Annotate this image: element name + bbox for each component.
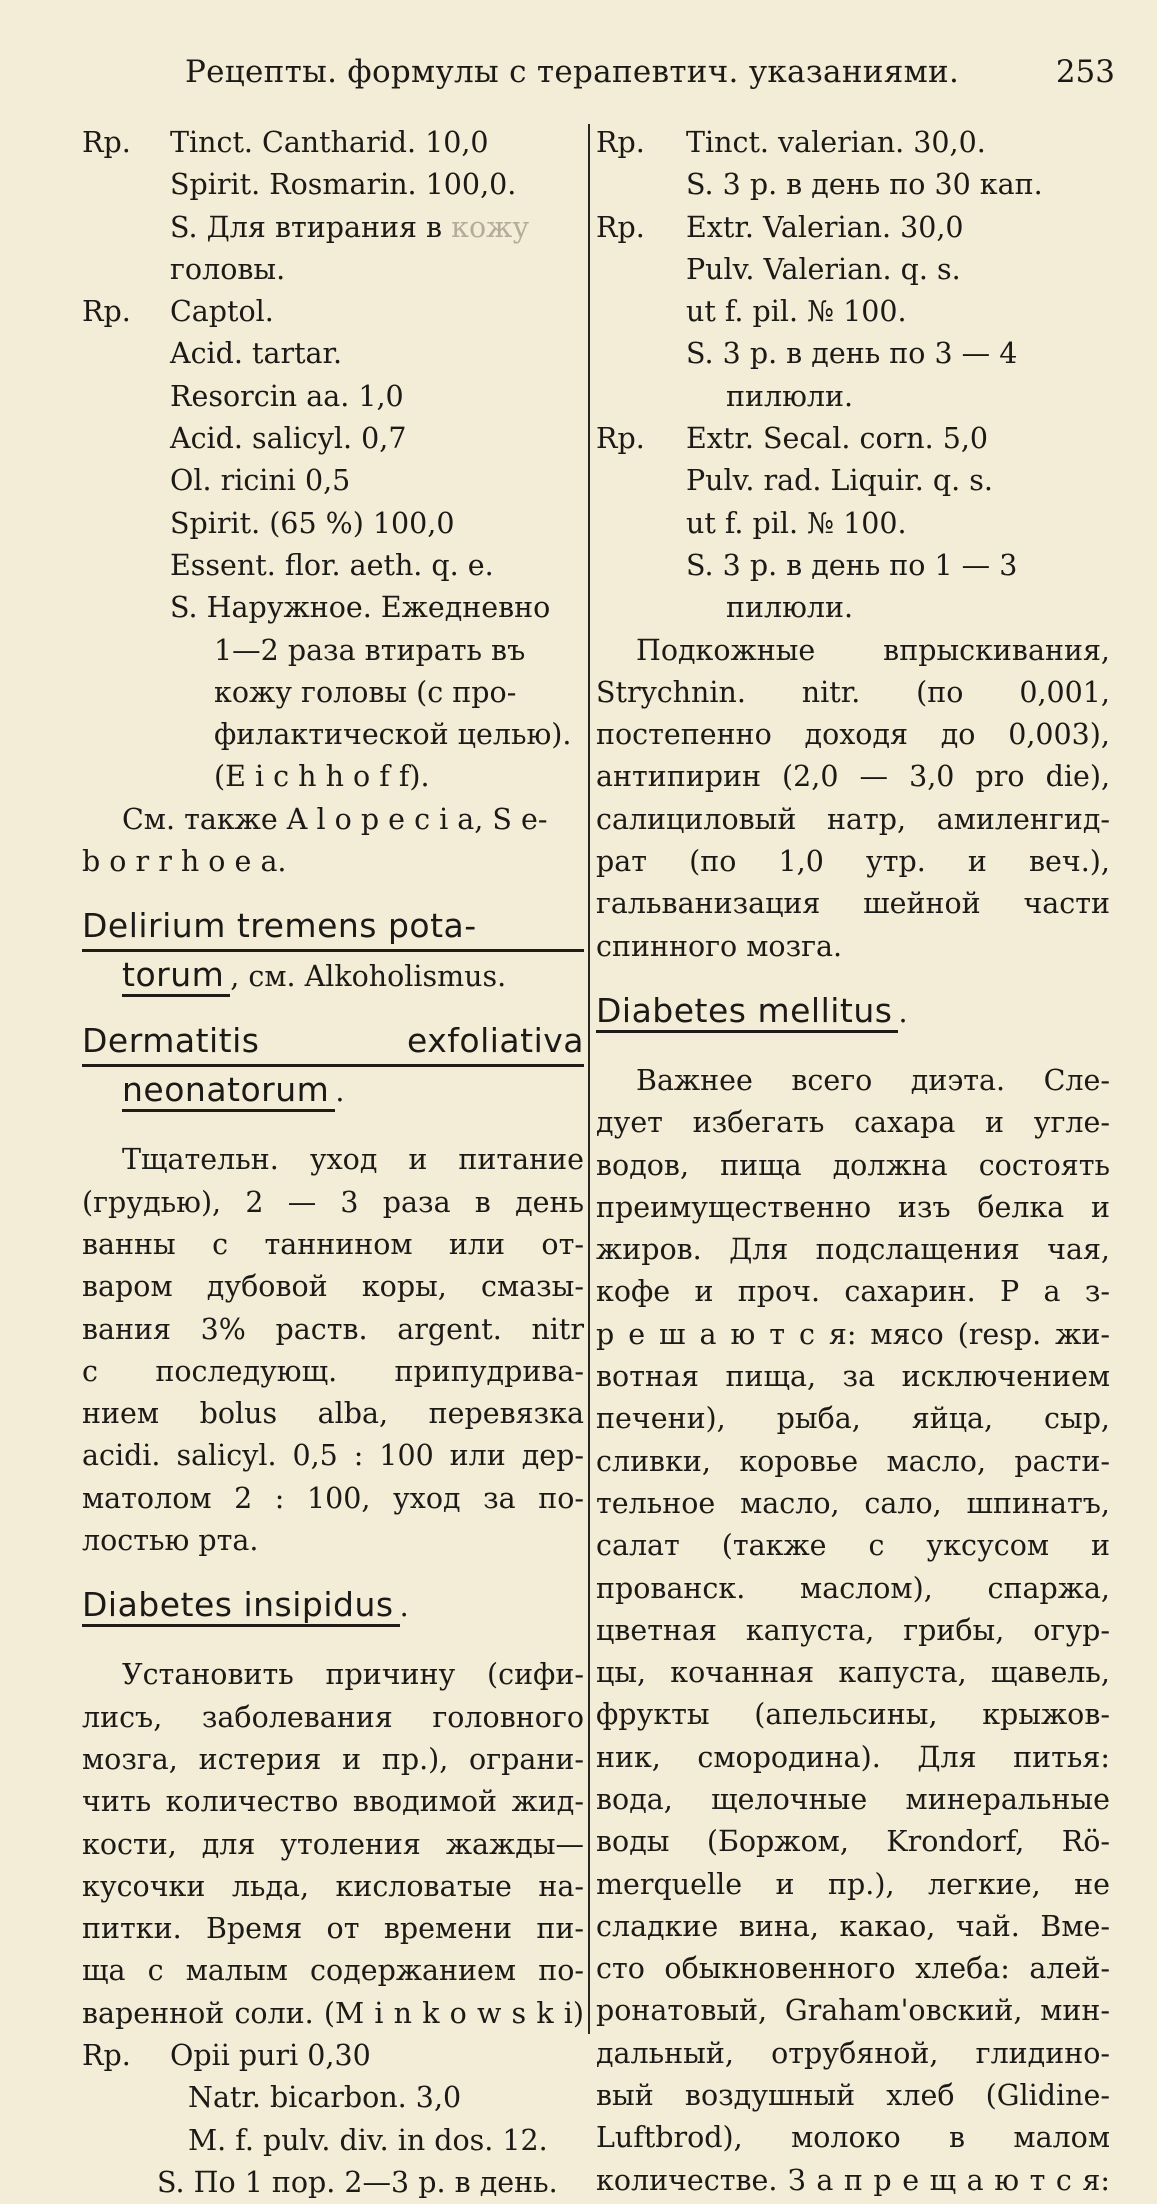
recipe-line: Spirit. (65 %) 100,0 xyxy=(170,506,455,540)
text-line: лисъ, заболевания головного xyxy=(82,1700,584,1734)
text-line: р е ш а ю т с я: мясо (resp. жи- xyxy=(596,1317,1110,1351)
column-divider xyxy=(588,124,590,2034)
recipe-line: Essent. flor. aeth. q. e. xyxy=(170,548,494,582)
heading-tail: , см. Alkoholismus. xyxy=(230,960,507,994)
text-line: водов, пища должна состоять xyxy=(596,1148,1110,1182)
heading-word: Dermatitis xyxy=(82,1021,260,1061)
recipe-line: Acid. salicyl. 0,7 xyxy=(170,422,407,456)
text-line: Установить причину (сифи- xyxy=(122,1658,584,1692)
recipe-line: пилюли. xyxy=(726,591,854,625)
insipidus-text xyxy=(82,1654,584,2035)
text-line: ник, смородина). Для питья: xyxy=(596,1740,1110,1774)
text-line: салициловый натр, амиленгид- xyxy=(596,802,1110,836)
text-line: Тщательн. уход и питание xyxy=(122,1143,584,1177)
rp-label: Rp. xyxy=(596,126,645,159)
heading-word: exfoliativa xyxy=(407,1021,584,1061)
text-line: (грудью), 2 — 3 раза в день xyxy=(82,1185,584,1219)
text-line: цветная капуста, грибы, огур- xyxy=(596,1613,1110,1647)
recipe-line: S. Наружное. Ежедневно xyxy=(170,591,551,625)
recipe-line: ut f. pil. № 100. xyxy=(686,295,907,329)
recipe-opii xyxy=(82,2035,584,2204)
dermatitis-text xyxy=(82,1139,584,1562)
heading-word: neonatorum xyxy=(122,1070,335,1112)
recipe-line: (E i c h h o f f). xyxy=(214,760,430,794)
recipe-secale xyxy=(596,418,1110,629)
heading-dermatitis xyxy=(82,1018,584,1067)
text-line: кусочки льда, кисловатые на- xyxy=(82,1869,584,1903)
recipe-captol xyxy=(82,291,584,799)
text-line: вотная пища, за исключением xyxy=(596,1360,1110,1394)
recipe-line: филактической целью). xyxy=(214,718,572,752)
text-line: фрукты (апельсины, крыжов- xyxy=(596,1698,1110,1732)
text-line: ща с малым содержанием по- xyxy=(82,1954,584,1988)
rp-label: Rp. xyxy=(82,2038,131,2072)
left-column xyxy=(82,122,584,2204)
recipe-line: Opii puri 0,30 xyxy=(170,2038,371,2072)
mellitus-text xyxy=(596,1060,1110,2202)
recipe-line: Acid. tartar. xyxy=(170,337,343,371)
text-line: с последующ. припудрива- xyxy=(82,1354,584,1388)
recipe-line: головы. xyxy=(170,252,286,286)
recipe-valerian-tinct xyxy=(596,122,1110,207)
text-line: преимущественно изъ белка и xyxy=(596,1190,1110,1224)
text-line: Подкожные впрыскивания, xyxy=(636,633,1110,667)
text-line: варом дубовой коры, смазы- xyxy=(82,1270,584,1304)
heading-diabetes-insipidus xyxy=(82,1582,584,1628)
see-also-line: b o r r h o e a. xyxy=(82,845,287,879)
recipe-line: ut f. pil. № 100. xyxy=(686,506,907,540)
text-line: Luftbrod), молоко в малом xyxy=(596,2121,1110,2155)
text-line: кофе и проч. сахарин. Р а з- xyxy=(596,1275,1110,1309)
text-line: тельное масло, сало, шпинатъ, xyxy=(596,1486,1110,1520)
text-line: acidi. salicyl. 0,5 : 100 или дер- xyxy=(82,1439,584,1473)
text-line: питки. Время от времени пи- xyxy=(82,1912,584,1946)
recipe-line: Spirit. Rosmarin. 100,0. xyxy=(170,168,517,202)
text-line: нием bolus alba, перевязка xyxy=(82,1397,584,1431)
recipe-line: Ol. ricini 0,5 xyxy=(170,464,351,498)
injection-text xyxy=(596,630,1110,968)
see-also-line: См. также A l o p e c i a, S e- xyxy=(122,802,548,836)
recipe-cantharid xyxy=(82,122,584,291)
recipe-line: Pulv. rad. Liquir. q. s. xyxy=(686,464,993,498)
recipe-line: 1—2 раза втирать въ xyxy=(214,633,526,667)
recipe-line: M. f. pulv. div. in dos. 12. xyxy=(188,2123,548,2157)
text-line: постепенно доходя до 0,003), xyxy=(596,718,1110,752)
text-line: сто обыкновенного хлеба: алей- xyxy=(596,1952,1110,1986)
recipe-line: Extr. Secal. corn. 5,0 xyxy=(686,422,989,456)
text-line: печени), рыба, яйца, сыр, xyxy=(596,1402,1110,1436)
rp-label: Rp. xyxy=(596,210,645,244)
text-line: гальванизация шейной части xyxy=(596,887,1110,921)
recipe-line: S. 3 р. в день по 3 — 4 xyxy=(686,337,1018,371)
recipe-line: Tinct. Cantharid. 10,0 xyxy=(170,126,489,159)
header-title: Рецепты. формулы с терапевтич. указаниями. xyxy=(185,54,960,90)
heading-tail: . xyxy=(335,1075,345,1109)
recipe-line: Pulv. Valerian. q. s. xyxy=(686,252,961,286)
heading-tail: . xyxy=(898,995,908,1029)
recipe-line: S. 3 р. в день по 1 — 3 xyxy=(686,548,1018,582)
heading-diabetes-mellitus xyxy=(596,988,1110,1034)
recipe-line: Captol. xyxy=(170,295,274,329)
text-line: вания 3% раств. argent. nitr xyxy=(82,1312,584,1346)
text-line: рат (по 1,0 утр. и веч.), xyxy=(596,845,1110,879)
text-line: воды (Боржом, Krondorf, Rö- xyxy=(596,1825,1110,1859)
recipe-line: Natr. bicarbon. 3,0 xyxy=(188,2081,462,2115)
text-line: цы, кочанная капуста, щавель, xyxy=(596,1656,1110,1690)
text-line: жиров. Для подслащения чая, xyxy=(596,1233,1110,1267)
recipe-line: Extr. Valerian. 30,0 xyxy=(686,210,964,244)
rp-label: Rp. xyxy=(82,126,131,159)
recipe-line: пилюли. xyxy=(726,379,854,413)
heading-word: torum xyxy=(122,955,230,997)
heading-delirium: Delirium tremens pota- xyxy=(82,903,584,952)
text-line: сладкие вина, какао, чай. Вме- xyxy=(596,1909,1110,1943)
recipe-signa-text: S. Для втирания в xyxy=(170,210,443,244)
text-line: Важнее всего диэта. Сле- xyxy=(636,1063,1110,1097)
text-line: вый воздушный хлеб (Glidine- xyxy=(596,2079,1110,2113)
faded-word: кожу xyxy=(451,210,530,244)
rp-label: Rp. xyxy=(596,422,645,456)
text-line: чить количество вводимой жид- xyxy=(82,1785,584,1819)
text-line: матолом 2 : 100, уход за по- xyxy=(82,1481,584,1515)
text-line: сливки, коровье масло, расти- xyxy=(596,1444,1110,1478)
rp-label: Rp. xyxy=(82,295,131,329)
recipe-line: кожу головы (с про- xyxy=(214,675,517,709)
heading-dermatitis-cont xyxy=(82,1067,584,1113)
text-line: merquelle и пр.), легкие, не xyxy=(596,1867,1110,1901)
recipe-line: S. 3 р. в день по 30 кап. xyxy=(686,168,1043,202)
recipe-line: Resorcin aa. 1,0 xyxy=(170,379,404,413)
recipe-line xyxy=(170,207,529,249)
text-line: ронатовый, Graham'овский, мин- xyxy=(596,1994,1110,2028)
text-line: кости, для утоления жажды— xyxy=(82,1827,584,1861)
text-line: дует избегать сахара и угле- xyxy=(596,1106,1110,1140)
heading-delirium-cont xyxy=(82,952,584,998)
text-line: салат (также с уксусом и xyxy=(596,1529,1110,1563)
text-line: Strychnin. nitr. (по 0,001, xyxy=(596,675,1110,709)
text-line: вода, щелочные минеральные xyxy=(596,1782,1110,1816)
recipe-valerian-extr xyxy=(596,207,1110,418)
heading-tail: . xyxy=(399,1590,409,1624)
text-line: прованск. маслом), спаржа, xyxy=(596,1571,1110,1605)
right-column xyxy=(596,122,1110,2202)
text-line: дальный, отрубяной, глидино- xyxy=(596,2036,1110,2070)
text-line: лостью рта. xyxy=(82,1524,259,1558)
recipe-line: Tinct. valerian. 30,0. xyxy=(686,126,986,159)
text-line: количестве. З а п р е щ а ю т с я: xyxy=(596,2163,1110,2197)
text-line: варенной соли. (M i n k o w s k i) xyxy=(82,1996,584,2030)
heading-word: Diabetes mellitus xyxy=(596,991,898,1033)
page-number: 253 xyxy=(1055,54,1115,90)
text-line: мозга, истерия и пр.), ограни- xyxy=(82,1742,584,1776)
text-line: ванны с таннином или от- xyxy=(82,1227,584,1261)
heading-word: Diabetes insipidus xyxy=(82,1585,400,1627)
text-line: антипирин (2,0 — 3,0 pro die), xyxy=(596,760,1110,794)
text-line: спинного мозга. xyxy=(596,929,843,963)
recipe-line: S. По 1 пор. 2—3 р. в день. xyxy=(157,2165,558,2199)
